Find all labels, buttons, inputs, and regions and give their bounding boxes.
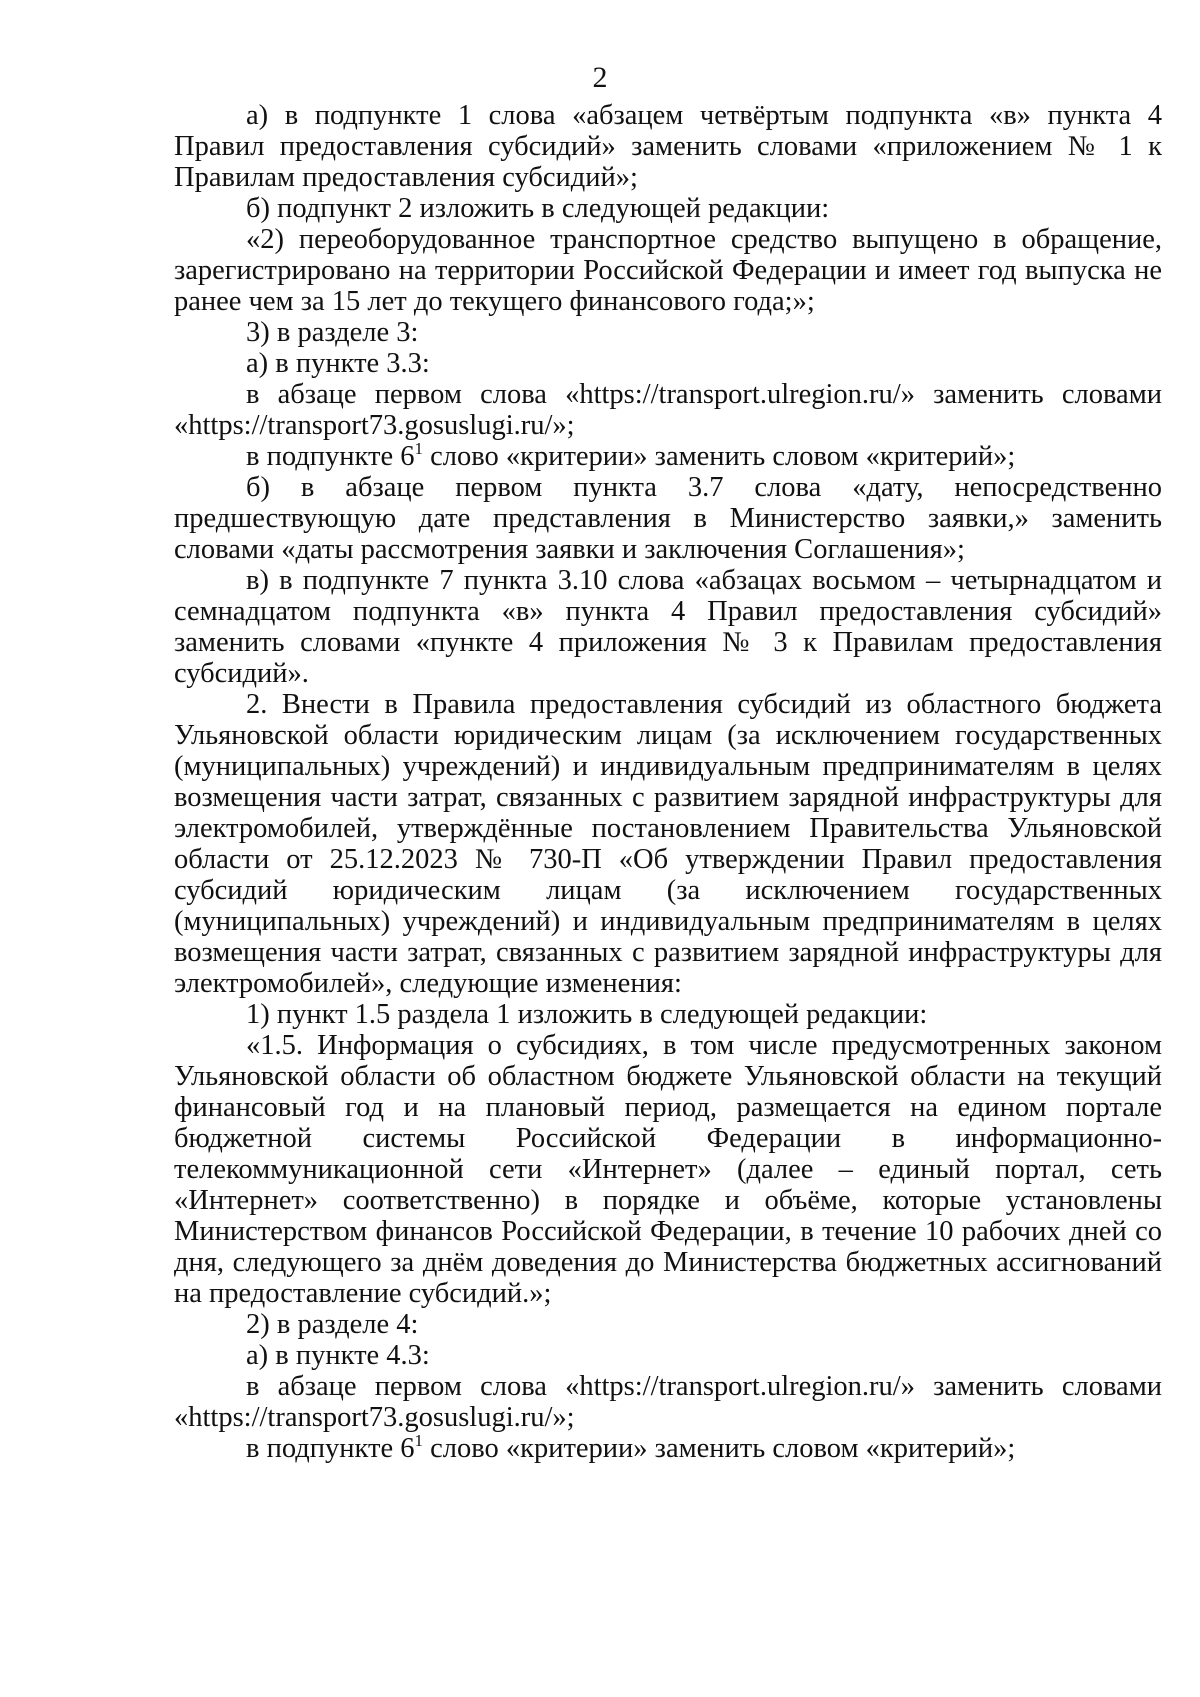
paragraph: 2. Внести в Правила предоставления субсидий из областного бюджета Ульяновской области юридическим лицам (за исключением государственных (муниципальных) учреждений) и индивидуальным предпринимателям в целях возмещения части затрат, связанных с развитием зарядной инфраструктуры для электромобилей, утверждённые постановлением Правительства Ульяновской области от 25.12.2023 № 730-П «Об утверждении Правил предоставления субсидий юридическим лицам (за исключением государственных (муниципальных) учреждений) и индивидуальным предпринимателям в целях возмещения части затрат, связанных с развитием зарядной инфраструктуры для электромобилей», следующие изменения: bbox=[174, 689, 1162, 999]
paragraph: а) в пункте 3.3: bbox=[246, 348, 430, 379]
paragraph: «1.5. Информация о субсидиях, в том числе предусмотренных законом Ульяновской области об областном бюджете Ульяновской области на текущий финансовый год и на плановый период, размещается на едином портале бюджетной системы Российской Федерации в информационно-телекоммуникационной сети «Интернет» (далее – единый портал, сеть «Интернет» соответственно) в порядке и объёме, которые установлены Министерством финансов Российской Федерации, в течение 10 рабочих дней со дня, следующего за днём доведения до Министерства бюджетных ассигнований на предоставление субсидий.»; bbox=[174, 1030, 1162, 1309]
paragraph-text: в подпункте 6 bbox=[246, 1433, 415, 1464]
paragraph-text: слово «критерии» заменить словом «критерий»; bbox=[422, 441, 1016, 472]
paragraph: б) в абзаце первом пункта 3.7 слова «дату, непосредственно предшествующую дате представления в Министерство заявки,» заменить словами «даты рассмотрения заявки и заключения Соглашения»; bbox=[174, 472, 1162, 565]
paragraph: а) в пункте 4.3: bbox=[246, 1340, 430, 1371]
paragraph bbox=[174, 441, 1162, 472]
paragraph: 1) пункт 1.5 раздела 1 изложить в следующей редакции: bbox=[246, 999, 928, 1030]
paragraph: в абзаце первом слова «https://transport.ulregion.ru/» заменить словами «https://transport73.gosuslugi.ru/»; bbox=[174, 1371, 1162, 1433]
paragraph: 3) в разделе 3: bbox=[246, 317, 419, 348]
paragraph: а) в подпункте 1 слова «абзацем четвёртым подпункта «в» пункта 4 Правил предоставления субсидий» заменить словами «приложением № 1 к Правилам предоставления субсидий»; bbox=[174, 100, 1162, 193]
superscript: 1 bbox=[414, 439, 423, 458]
paragraph bbox=[174, 1433, 1162, 1464]
page-number: 2 bbox=[592, 61, 608, 94]
paragraph: в абзаце первом слова «https://transport.ulregion.ru/» заменить словами «https://transport73.gosuslugi.ru/»; bbox=[174, 379, 1162, 441]
superscript: 1 bbox=[414, 1431, 423, 1450]
paragraph: 2) в разделе 4: bbox=[246, 1309, 419, 1340]
paragraph: в) в подпункте 7 пункта 3.10 слова «абзацах восьмом – четырнадцатом и семнадцатом подпункта «в» пункта 4 Правил предоставления субсидий» заменить словами «пункте 4 приложения № 3 к Правилам предоставления субсидий». bbox=[174, 565, 1162, 689]
document-body bbox=[174, 100, 1162, 1464]
paragraph: «2) переоборудованное транспортное средство выпущено в обращение, зарегистрировано на территории Российской Федерации и имеет год выпуска не ранее чем за 15 лет до текущего финансового года;»; bbox=[174, 224, 1162, 317]
paragraph-text: в подпункте 6 bbox=[246, 441, 415, 472]
paragraph-text: слово «критерии» заменить словом «критерий»; bbox=[422, 1433, 1016, 1464]
paragraph: б) подпункт 2 изложить в следующей редакции: bbox=[246, 193, 830, 224]
